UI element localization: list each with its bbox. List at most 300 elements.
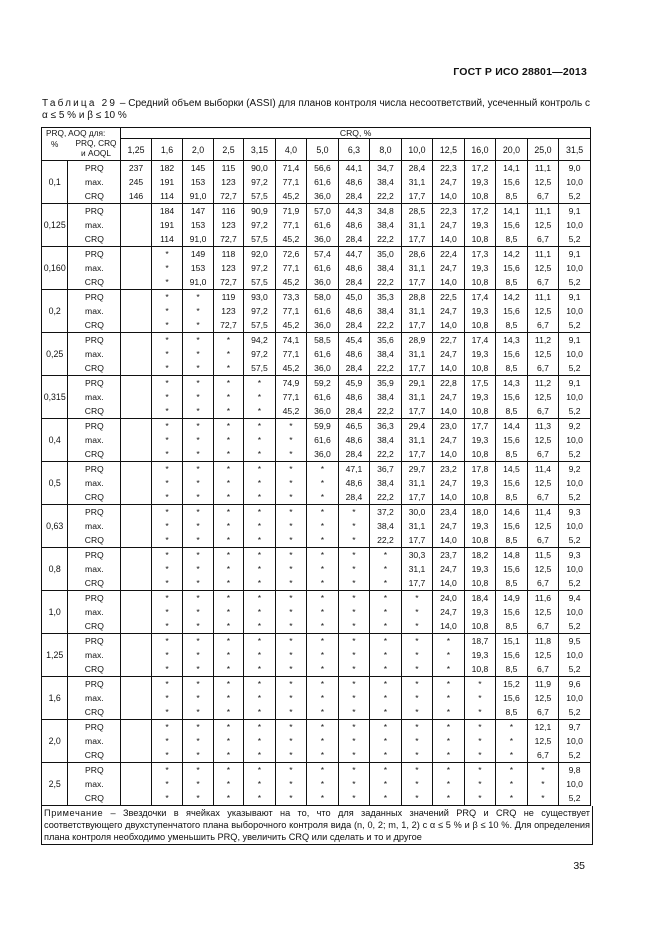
cell-value: 31,1 [408,306,426,316]
cell-value: * [352,621,356,631]
cell-value: 123 [221,306,236,316]
table-cell [527,333,559,376]
row-label: PRQ [85,206,104,216]
cell-value: 35,0 [377,249,394,259]
table-cell [244,677,276,720]
cell-value: 14,0 [440,492,457,502]
table-cell [275,376,307,419]
table-cell [213,505,243,548]
cell-value: 28,9 [408,335,426,345]
cell-value: 14,0 [440,320,457,330]
cell-value: * [446,779,451,789]
note-label: Примечание [44,808,104,818]
cell-value: * [196,421,200,431]
table-cell [496,333,528,376]
cell-value: * [165,449,169,459]
cell-value: 71,9 [282,206,300,216]
table-cell [275,247,307,290]
row-labels [68,333,121,376]
cell-value: * [383,636,388,646]
table-cell [433,720,465,763]
cell-value: * [165,550,169,560]
cell-value: 45,2 [282,191,300,201]
cell-value: * [226,779,231,789]
table-cell [151,677,183,720]
cell-value: 15,6 [503,521,520,531]
cell-value: 24,7 [440,263,457,273]
cell-value: 18,4 [471,593,489,603]
table-cell [370,247,402,290]
cell-value: 8,5 [505,578,518,588]
cell-value: * [196,593,200,603]
cell-value: 45,2 [282,363,300,373]
cell-value: 17,7 [408,578,426,588]
cell-value: * [257,550,262,560]
cell-value: 48,6 [345,435,363,445]
cell-value: * [257,707,262,717]
cell-value: * [226,636,231,646]
table-cell [151,290,183,333]
cell-value [121,476,150,490]
cell-value: 11,1 [534,249,552,259]
cell-value: 30,0 [408,507,426,517]
table-cell [527,720,559,763]
row-labels [68,290,121,333]
cell-value: 31,1 [408,521,426,531]
cell-value: 6,7 [536,535,549,545]
cell-value: 77,1 [282,263,300,273]
table-cell [370,419,402,462]
cell-value: * [541,793,545,803]
row-label: max. [85,392,104,402]
cell-value: 6,7 [536,363,549,373]
cell-value: * [320,507,325,517]
cell-value: * [165,593,169,603]
table-cell [244,634,276,677]
table-row [42,376,591,419]
cell-value: 9,1 [568,249,581,259]
cell-value: 17,7 [408,449,426,459]
cell-value: * [257,693,262,703]
cell-value: 116 [221,206,236,216]
cell-value: * [509,722,514,732]
table-cell [496,290,528,333]
table-cell [121,677,151,720]
cell-value: * [289,607,293,617]
cell-value: * [320,707,325,717]
table-cell [338,505,370,548]
cell-value [121,361,150,375]
cell-value: * [165,306,169,316]
cell-value [121,247,150,261]
cell-value: * [289,621,293,631]
cell-value: 10,8 [471,320,489,330]
cell-value: * [446,736,451,746]
cell-value: * [165,277,169,287]
cell-value: * [289,435,293,445]
cell-value: 97,2 [251,263,268,273]
cell-value: * [226,664,231,674]
cell-value: 11,1 [534,292,552,302]
cell-value [121,791,150,805]
cell-value: 12,5 [534,478,552,488]
cell-value: 6,7 [536,234,549,244]
cell-value: 5,2 [568,578,581,588]
cell-value: 11,4 [534,464,552,474]
table-cell [151,161,183,204]
table-cell [307,161,339,204]
page-number: 35 [573,860,585,872]
table-cell [213,290,243,333]
cell-value: * [509,750,514,760]
table-cell [307,376,339,419]
cell-value: 24,7 [440,435,457,445]
cell-value: * [383,707,388,717]
cell-value: 8,5 [505,492,518,502]
table-cell [370,677,402,720]
cell-value: * [289,593,293,603]
cell-value: * [383,578,388,588]
cell-value: 57,5 [251,234,268,244]
cell-value: 10,8 [471,277,489,287]
table-cell [151,548,183,591]
table-cell [496,161,528,204]
prq-value: 0,1 [42,161,68,204]
cell-value: 22,2 [377,363,394,373]
cell-value: * [196,722,200,732]
table-row [42,419,591,462]
cell-value: * [196,507,200,517]
cell-value: 12,5 [534,693,552,703]
cell-value: 17,7 [471,421,489,431]
cell-value: * [165,421,169,431]
table-cell [527,290,559,333]
cell-value [121,505,150,519]
table-cell [121,720,151,763]
cell-value: * [226,492,231,502]
cell-value: 22,8 [440,378,457,388]
table-cell [496,376,528,419]
cell-value: * [165,578,169,588]
cell-value: * [320,664,325,674]
cell-value: 38,4 [377,263,394,273]
table-cell [275,419,307,462]
cell-value: 77,1 [282,177,300,187]
cell-value: * [352,578,356,588]
cell-value: * [257,564,262,574]
cell-value: * [196,392,200,402]
cell-value: 8,5 [505,277,518,287]
cell-value: * [226,507,231,517]
table-cell [338,548,370,591]
cell-value: 8,5 [505,707,518,717]
cell-value: * [196,736,200,746]
table-cell [307,290,339,333]
cell-value: 237 [128,163,144,173]
cell-value: 28,4 [345,363,363,373]
table-cell [275,161,307,204]
cell-value: 10,0 [566,306,583,316]
caption-text: – Средний объем выборки (ASSI) для планов контроля числа несоответствий, усеченный контроль с α ≤ 5 % и β ≤ 10 % [42,98,590,121]
cell-value: 22,7 [440,335,457,345]
cell-value: 153 [190,220,206,230]
cell-value: * [165,722,169,732]
table-cell [307,419,339,462]
table-cell [244,763,276,806]
crq-value-header: 6,3 [338,139,370,161]
corner-left: % [51,139,59,149]
cell-value: * [289,421,293,431]
table-row [42,677,591,720]
row-label: PRQ [85,378,104,388]
cell-value: 77,1 [282,392,300,402]
cell-value: * [226,593,231,603]
cell-value: 9,0 [568,163,581,173]
cell-value [121,304,150,318]
cell-value: * [478,722,482,732]
crq-value-header: 16,0 [464,139,496,161]
table-cell [213,204,243,247]
cell-value: 149 [190,249,206,259]
cell-value: * [415,607,419,617]
cell-value: * [415,736,419,746]
table-cell [183,161,213,204]
table-cell [183,505,213,548]
table-cell [401,376,433,419]
cell-value: 22,2 [377,320,394,330]
row-label: max. [85,177,104,187]
table-cell [433,161,465,204]
cell-value: * [257,779,262,789]
cell-value: * [383,736,388,746]
row-label: PRQ [85,507,104,517]
table-cell [401,720,433,763]
table-cell [464,462,496,505]
table-cell [275,548,307,591]
cell-value [121,562,150,576]
cell-value: * [320,793,325,803]
table-cell [338,161,370,204]
cell-value [121,290,150,304]
table-cell [183,247,213,290]
cell-value: 45,4 [345,335,363,345]
cell-value: * [165,406,169,416]
table-cell [464,204,496,247]
cell-value: 19,3 [471,349,489,359]
table-cell [275,591,307,634]
cell-value: * [383,793,388,803]
table-cell [370,505,402,548]
cell-value: * [383,765,388,775]
cell-value: * [289,736,293,746]
table-cell [496,720,528,763]
table-cell [370,161,402,204]
cell-value: 6,7 [536,320,549,330]
cell-value: 57,5 [251,277,268,287]
cell-value: 57,5 [251,320,268,330]
table-cell [338,720,370,763]
cell-value: * [352,535,356,545]
prq-value: 0,2 [42,290,68,333]
cell-value: * [165,320,169,330]
table-cell [433,505,465,548]
cell-value [121,347,150,361]
cell-value: * [165,263,169,273]
cell-value [121,548,150,562]
cell-value: 153 [190,263,206,273]
cell-value: 10,8 [471,191,489,201]
row-label: PRQ [85,636,104,646]
cell-value: 14,6 [503,507,520,517]
table-row [42,720,591,763]
cell-value: * [289,464,293,474]
crq-value-header: 10,0 [401,139,433,161]
table-cell [559,763,591,806]
cell-value: 15,1 [503,636,520,646]
table-cell [559,376,591,419]
cell-value: 17,7 [408,492,426,502]
table-cell [401,333,433,376]
table-cell [464,376,496,419]
cell-value: * [257,593,262,603]
crq-value-header: 20,0 [496,139,528,161]
table-cell [275,290,307,333]
cell-value: 45,2 [282,277,300,287]
cell-value: * [257,621,262,631]
cell-value: * [541,779,545,789]
row-label: CRQ [84,793,104,803]
cell-value: 24,7 [440,478,457,488]
cell-value: * [320,464,325,474]
row-label: PRQ [85,722,104,732]
cell-value: * [226,765,231,775]
cell-value: 6,7 [536,664,549,674]
cell-value: * [320,535,325,545]
cell-value: 28,4 [345,191,363,201]
cell-value: * [383,679,388,689]
row-label: max. [85,736,104,746]
row-label: PRQ [85,464,104,474]
row-label: max. [85,607,104,617]
row-label: CRQ [84,449,104,459]
cell-value: 44,7 [345,249,363,259]
cell-value: 31,1 [408,478,426,488]
cell-value [121,232,150,246]
cell-value: 48,6 [345,263,363,273]
table-cell [433,333,465,376]
table-cell [338,462,370,505]
cell-value: 123 [221,263,236,273]
cell-value: 15,6 [503,693,520,703]
cell-value: 22,2 [377,191,394,201]
table-cell [213,763,243,806]
table-cell [370,591,402,634]
table-cell [213,462,243,505]
cell-value: * [226,564,231,574]
cell-value: 45,0 [345,292,363,302]
cell-value: 45,2 [282,234,300,244]
cell-value: 31,1 [408,435,426,445]
cell-value [121,763,150,777]
cell-value: 15,6 [503,607,520,617]
table-cell [338,204,370,247]
cell-value: 12,5 [534,564,552,574]
cell-value: 91,0 [189,191,207,201]
cell-value: * [165,335,169,345]
cell-value: 47,1 [345,464,363,474]
cell-value: 97,2 [251,177,268,187]
cell-value: 17,4 [471,292,489,302]
cell-value: 11,1 [534,206,552,216]
cell-value: 12,1 [534,722,552,732]
cell-value: * [226,392,231,402]
cell-value: * [196,607,200,617]
cell-value: 5,2 [568,406,581,416]
cell-value: * [320,492,325,502]
cell-value: 48,6 [345,349,363,359]
row-label: CRQ [84,578,104,588]
cell-value [121,691,150,705]
cell-value: * [415,693,419,703]
cell-value [121,204,150,218]
row-labels [68,161,121,204]
cell-value: * [226,793,231,803]
cell-value: * [257,722,262,732]
cell-value: * [320,521,325,531]
row-labels [68,763,121,806]
table-cell [433,677,465,720]
cell-value: 28,4 [345,406,363,416]
cell-value: 37,2 [377,507,394,517]
cell-value: * [320,550,325,560]
cell-value: * [165,679,169,689]
table-cell [338,634,370,677]
cell-value: 6,7 [536,449,549,459]
cell-value: * [257,521,262,531]
cell-value: 12,5 [534,392,552,402]
table-cell [401,419,433,462]
cell-value: 10,8 [471,492,489,502]
cell-value: 48,6 [345,220,363,230]
cell-value: * [446,693,451,703]
cell-value: * [289,578,293,588]
table-cell [464,419,496,462]
cell-value: 72,7 [220,191,237,201]
cell-value: * [196,578,200,588]
cell-value: * [226,650,231,660]
cell-value: * [320,750,325,760]
table-cell [433,419,465,462]
cell-value [121,490,150,504]
table-cell [151,634,183,677]
cell-value: 11,5 [534,550,552,560]
cell-value: 38,4 [377,220,394,230]
cell-value: 12,5 [534,306,552,316]
table-cell [121,333,151,376]
cell-value: 19,3 [471,564,489,574]
table-cell [244,548,276,591]
cell-value: 5,2 [568,707,581,717]
crq-value-header: 31,5 [559,139,591,161]
table-cell [559,505,591,548]
cell-value: 38,4 [377,478,394,488]
cell-value: 8,5 [505,363,518,373]
table-cell [183,376,213,419]
cell-value: 8,5 [505,449,518,459]
cell-value: 38,4 [377,177,394,187]
cell-value: * [320,478,325,488]
row-labels [68,204,121,247]
